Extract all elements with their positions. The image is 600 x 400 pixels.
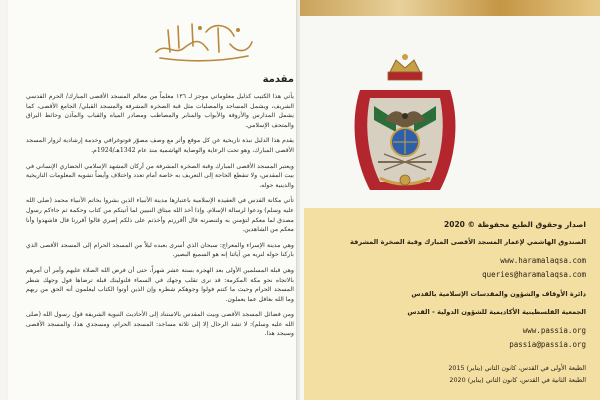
paragraph: تأتي مكانة القدس في العقيدة الإسلامية باعتبارها مدينة الأنبياء الذين بشروا بخاتم الأنبياء محمد (صلى الله عليه وسلم) ودعوا لرسالة الإسلام. وإذا أخذ الله ميثاق النبيين لما آتيتكم من كتاب وحكمة ثم جاءكم رسول مصدق لما معكم لتؤمنن به ولتنصرنه قال أأقررتم وأخذتم على ذلكم إصري قالوا أقررنا قال فاشهدوا وأنا معكم من الشاهدين.: [26, 197, 294, 234]
paragraph: يأتي هذا الكتيب كدليل معلوماتي موجز لـ ١٣٦ معلماً من معالم المسجد الأقصى المبارك/ الحرم القدسي الشريف، ويشمل المساجد والمصليات مثل قبة الصخرة المشرفة والمسجد القبلي/ الجامع الأقصى، كما يشمل المدارس والأروقة والأبواب والمنابر والمصاطب ومصادر المياه والقباب والمآذن وحائط البراق والمتحف الإسلامي.: [26, 93, 294, 129]
paragraph: وهي مدينة الإسراء والمعراج: سبحان الذي أسرى بعبده ليلاً من المسجد الحرام إلى المسجد الأقصى الذي باركنا حوله لنريه من آياتنا إنه هو السميع البصير.: [26, 241, 294, 259]
website-link[interactable]: www.haramalaqsa.com: [500, 256, 586, 265]
edition-second: الطبعة الثانية في القدس، كانون الثاني (يناير) 2020: [449, 376, 586, 384]
jordan-coat-of-arms-emblem-icon: [340, 50, 470, 200]
passia-name: الجمعية الفلسطينية الأكاديمية للشؤون الدولية - القدس: [407, 308, 586, 316]
edition-first: الطبعة الأولى في القدس، كانون الثاني (يناير) 2015: [448, 364, 586, 372]
paragraph: وهي قبلة المسلمين الأولى بعد الهجرة بستة عشر شهراً، حتى أن فرض الله الصلاة عليهم وأمر أن أمرهم بالاتجاه نحو مكة المكرمة: قد نرى تقلب وجهك في السماء فلنولينك قبلة ترضاها فول وجهك شطر المسجد الحرام وحيث ما كنتم فولوا وجوهكم شطره وإن الذين أوتوا الكتاب ليعلمون أنه الحق من ربهم وما الله بغافل عما يعملون.: [26, 266, 294, 303]
gold-header-band: [300, 0, 600, 16]
paragraph: يقدم هذا الدليل نبذة تاريخية عن كل موقع وأثر مع وصف مصوّر فوتوغرافي وخدمة إرشادية لزوار المسجد الأقصى المبارك، وهو تحت الرعاية والوصاية الهاشمية منذ عام 1342هـ/1924م.: [26, 137, 294, 154]
ministry-name: دائرة الأوقاف والشؤون والمقدسات الإسلامية بالقدس: [411, 290, 586, 298]
fund-name: الصندوق الهاشمي لإعمار المسجد الأقصى المبارك وقبة الصخرة المشرفة: [350, 238, 586, 246]
basmala-calligraphy-icon: [148, 18, 258, 62]
passia-email-link[interactable]: passia@passia.org: [509, 340, 586, 349]
email-link[interactable]: queries@haramalaqsa.com: [482, 270, 586, 279]
left-page: [8, 0, 298, 400]
intro-body-text: [26, 92, 294, 345]
paragraph: ويعتبر المسجد الأقصى المبارك وقبة الصخرة المشرفة من أركان المشهد الإسلامي الحضاري الإنساني في بيت المقدس، ولا تنقطع الحاجة إلى التعريف به خاصة أمام تعدد واختلاف وأيضاً تشويه المعلومات التاريخية والدينية حوله.: [26, 162, 294, 189]
passia-website-link[interactable]: www.passia.org: [522, 326, 586, 335]
publication-info-panel: [304, 208, 600, 400]
copyright-line: اصدار وحقوق الطبع محفوظة © 2020: [444, 220, 586, 229]
section-heading: مقدمة: [262, 74, 294, 85]
paragraph: ومن فضائل المسجد الأقصى وبيت المقدس بالاستناد إلى الأحاديث النبوية الشريفة قول رسول الله (صلى الله عليه وسلم): لا تشد الرحال إلا إلى ثلاثة مساجد: المسجد الحرام، ومسجدي هذا، والمسجد الأقصى وسيجد هذا.: [26, 311, 294, 338]
